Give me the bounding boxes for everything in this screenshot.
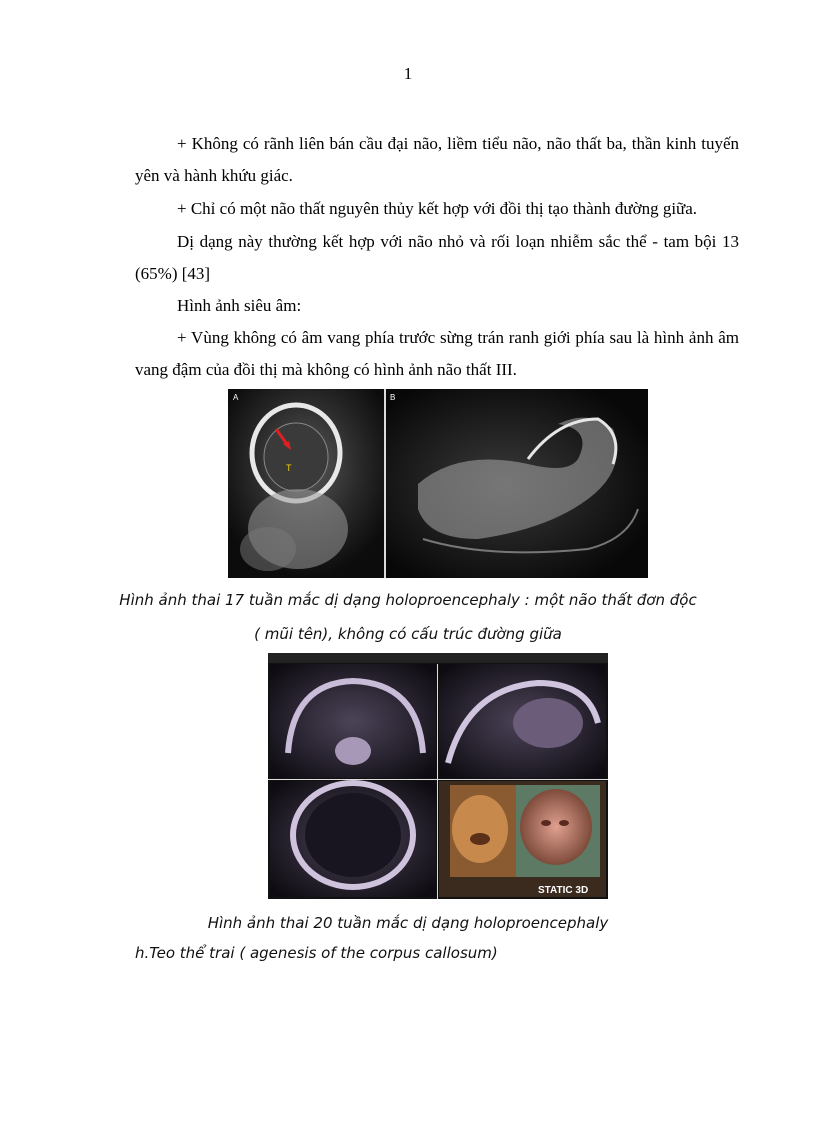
ultrasound-image [228, 389, 648, 578]
figure2-caption: Hình ảnh thai 20 tuần mắc dị dạng holoproencephaly [207, 914, 609, 932]
section-heading-corpus-callosum: h.Teo thể trai ( agenesis of the corpus callosum) [135, 944, 498, 962]
paragraph-no-fissure: + Không có rãnh liên bán cầu đại não, liềm tiểu não, não thất ba, thần kinh tuyến yên và hành khứu giác. [135, 134, 739, 185]
figure1-caption-line1: Hình ảnh thai 17 tuần mắc dị dạng holoproencephaly : một não thất đơn độc [119, 591, 697, 609]
paragraph-ultrasound-description: + Vùng không có âm vang phía trước sừng trán ranh giới phía sau là hình ảnh âm vang đậm của đồi thị mà không có hình ảnh não thất III. [135, 328, 739, 379]
figure-ultrasound-20-weeks [268, 653, 608, 899]
ultrasound-grid [268, 653, 608, 899]
fetal-face [520, 789, 592, 865]
paragraph-association: Dị dạng này thường kết hợp với não nhỏ và rối loạn nhiễm sắc thể - tam bội 13 (65%) [43] [135, 232, 739, 283]
static-3d-watermark: STATIC 3D [538, 885, 589, 896]
figure1-caption-line2: ( mũi tên), không có cấu trúc đường giữa [254, 625, 562, 643]
figure-ultrasound-17-weeks [228, 389, 648, 578]
marker-t: T [286, 463, 292, 473]
paragraph-ultrasound-heading: Hình ảnh siêu âm: [177, 296, 302, 315]
panel-b-label: B [390, 393, 396, 402]
panel-a-label: A [233, 393, 239, 402]
paragraph-single-ventricle: + Chỉ có một não thất nguyên thủy kết hợp với đồi thị tạo thành đường giữa. [177, 199, 698, 218]
page-number: 1 [403, 64, 413, 83]
